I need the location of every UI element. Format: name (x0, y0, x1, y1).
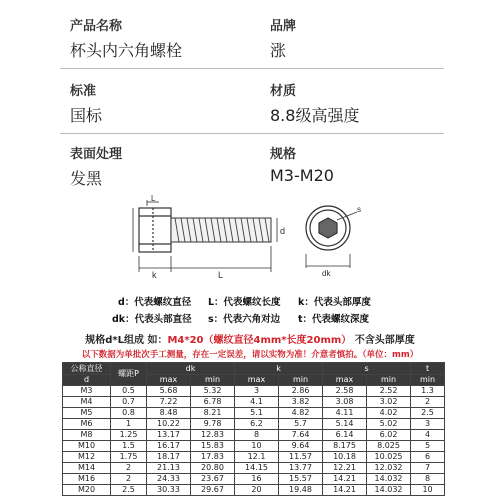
table-cell: 5.14 (323, 419, 367, 430)
table-cell: 24.33 (147, 474, 191, 485)
table-row (63, 463, 445, 474)
table-header-row (63, 363, 445, 375)
table-cell: 13.77 (279, 463, 323, 474)
table-cell: 16 (235, 474, 279, 485)
name-label: 产品名称 (70, 19, 123, 34)
table-cell: M14 (63, 463, 111, 474)
table-cell: 3 (411, 419, 445, 430)
table-cell: 6.14 (323, 430, 367, 441)
table-cell: 5.1 (235, 408, 279, 419)
table-cell: 10.18 (323, 452, 367, 463)
col-subheader: min (411, 375, 445, 386)
table-cell: M16 (63, 474, 111, 485)
standard-label: 标准 (70, 84, 97, 99)
label-s: s (357, 205, 361, 214)
table-cell: 14.21 (323, 474, 367, 485)
table-cell: 15.83 (191, 441, 235, 452)
finish-value: 发黑 (70, 169, 103, 188)
table-row (63, 430, 445, 441)
table-cell: 3.08 (323, 397, 367, 408)
name-value: 杯头内六角螺栓 (70, 41, 183, 60)
table-cell: 1.3 (411, 386, 445, 397)
label-L-top: L (151, 194, 156, 203)
spec-suffix: 不含头部厚度 (354, 335, 415, 346)
col-subheader: max (323, 375, 367, 386)
finish-label: 表面处理 (70, 147, 123, 162)
table-cell: 18.17 (147, 452, 191, 463)
table-cell: 30.33 (147, 485, 191, 496)
spec-example: M4*20（螺纹直径4mm*长度20mm） (167, 335, 352, 346)
table-cell: 12.83 (191, 430, 235, 441)
label-k: k (152, 270, 157, 280)
size-label: 规格 (270, 147, 297, 162)
table-cell: 2.58 (323, 386, 367, 397)
table-cell: 3.82 (279, 397, 323, 408)
spec-prefix: 规格d*L组成 如： (85, 335, 168, 346)
table-cell: 0.7 (111, 397, 147, 408)
table-cell: M3 (63, 386, 111, 397)
table-cell: 10 (235, 441, 279, 452)
col-header: 公称直径 (63, 363, 111, 375)
table-cell: 12.21 (323, 463, 367, 474)
table-cell: 5.32 (191, 386, 235, 397)
table-cell: 19.48 (279, 485, 323, 496)
brand-value: 涨 (270, 41, 287, 60)
table-cell: 10.22 (147, 419, 191, 430)
col-header: s (323, 363, 411, 375)
label-L: L (218, 270, 224, 280)
table-cell: 13.17 (147, 430, 191, 441)
table-cell: 4.11 (323, 408, 367, 419)
table-row (63, 419, 445, 430)
table-cell: 4.82 (279, 408, 323, 419)
table-cell: 20 (235, 485, 279, 496)
col-subheader: max (235, 375, 279, 386)
table-cell: 15.57 (279, 474, 323, 485)
table-cell: 0.8 (111, 408, 147, 419)
table-cell: 12.032 (367, 463, 411, 474)
table-cell: 16.17 (147, 441, 191, 452)
table-cell: 3 (235, 386, 279, 397)
legend-t: t：代表螺纹深度 (298, 314, 370, 325)
table-cell: 5.7 (279, 419, 323, 430)
col-header: t (411, 363, 445, 375)
table-cell: 20.80 (191, 463, 235, 474)
table-cell: 2 (111, 474, 147, 485)
col-header: k (235, 363, 323, 375)
table-cell: 1 (111, 419, 147, 430)
table-cell: M6 (63, 419, 111, 430)
table-cell: 1.25 (111, 430, 147, 441)
table-cell: 2 (411, 397, 445, 408)
table-cell: 7.64 (279, 430, 323, 441)
table-cell: 2.52 (367, 386, 411, 397)
table-cell: 10 (411, 485, 445, 496)
table-cell: 14.032 (367, 485, 411, 496)
table-row (63, 441, 445, 452)
table-cell: 9.78 (191, 419, 235, 430)
table-cell: 3.02 (367, 397, 411, 408)
table-cell: 10.025 (367, 452, 411, 463)
table-cell: 0.5 (111, 386, 147, 397)
table-cell: 2.5 (111, 485, 147, 496)
table-cell: 12.1 (235, 452, 279, 463)
table-cell: 8 (411, 474, 445, 485)
table-cell: 14.21 (323, 485, 367, 496)
brand-label: 品牌 (270, 19, 297, 34)
table-cell: 2.5 (411, 408, 445, 419)
table-cell: 17.83 (191, 452, 235, 463)
col-subheader: d (63, 375, 111, 386)
table-cell: 8.48 (147, 408, 191, 419)
table-cell: 29.67 (191, 485, 235, 496)
legend-s: s：代表六角对边 (208, 314, 281, 325)
table-cell: 7.22 (147, 397, 191, 408)
spec-table (62, 362, 445, 496)
table-cell: 2.86 (279, 386, 323, 397)
legend-L: L：代表螺纹长度 (208, 297, 281, 308)
table-row (63, 474, 445, 485)
table-cell: 5 (411, 441, 445, 452)
table-cell: M20 (63, 485, 111, 496)
table-cell: 5.02 (367, 419, 411, 430)
table-cell: M12 (63, 452, 111, 463)
divider (60, 133, 444, 134)
table-cell: 5.68 (147, 386, 191, 397)
spec-line (0, 331, 500, 346)
table-row (63, 408, 445, 419)
table-cell: M8 (63, 430, 111, 441)
col-subheader: min (191, 375, 235, 386)
bolt-drawing (125, 190, 375, 285)
table-cell: 9.64 (279, 441, 323, 452)
table-row (63, 452, 445, 463)
table-cell: 7 (411, 463, 445, 474)
table-row (63, 386, 445, 397)
table-cell: 6.78 (191, 397, 235, 408)
legend-d: d：代表螺纹直径 (118, 297, 192, 308)
table-cell: 4.02 (367, 408, 411, 419)
col-header: dk (147, 363, 235, 375)
table-cell: 4.1 (235, 397, 279, 408)
size-value: M3-M20 (270, 166, 334, 185)
table-cell: 14.15 (235, 463, 279, 474)
col-header: 螺距P (111, 363, 147, 386)
table-cell: M4 (63, 397, 111, 408)
standard-value: 国标 (70, 106, 103, 125)
table-cell: 1.75 (111, 452, 147, 463)
table-cell: 23.67 (191, 474, 235, 485)
table-cell: 1.5 (111, 441, 147, 452)
material-value: 8.8级高强度 (270, 106, 360, 125)
table-cell: 21.13 (147, 463, 191, 474)
col-subheader: max (147, 375, 191, 386)
table-cell: M10 (63, 441, 111, 452)
table-cell: 8.175 (323, 441, 367, 452)
col-subheader: min (279, 375, 323, 386)
table-row (63, 397, 445, 408)
col-subheader: min (367, 375, 411, 386)
legend-k: k：代表头部厚度 (298, 297, 371, 308)
table-cell: 14.032 (367, 474, 411, 485)
legend-dk: dk：代表头部直径 (112, 314, 192, 325)
label-dk: dk (322, 269, 331, 278)
table-cell: 8 (235, 430, 279, 441)
divider (60, 68, 444, 69)
table-cell: 2 (111, 463, 147, 474)
table-cell: 4 (411, 430, 445, 441)
table-cell: 6.2 (235, 419, 279, 430)
table-cell: 6 (411, 452, 445, 463)
table-cell: 8.21 (191, 408, 235, 419)
material-label: 材质 (270, 84, 297, 99)
table-cell: 6.02 (367, 430, 411, 441)
table-row (63, 485, 445, 496)
label-d: d (280, 226, 286, 236)
table-cell: 11.57 (279, 452, 323, 463)
measurement-note: 以下数据为单批次手工测量，存在一定误差，请以实物为准！介意者慎拍。（单位：mm） (81, 350, 419, 360)
table-cell: 8.025 (367, 441, 411, 452)
table-cell: M5 (63, 408, 111, 419)
